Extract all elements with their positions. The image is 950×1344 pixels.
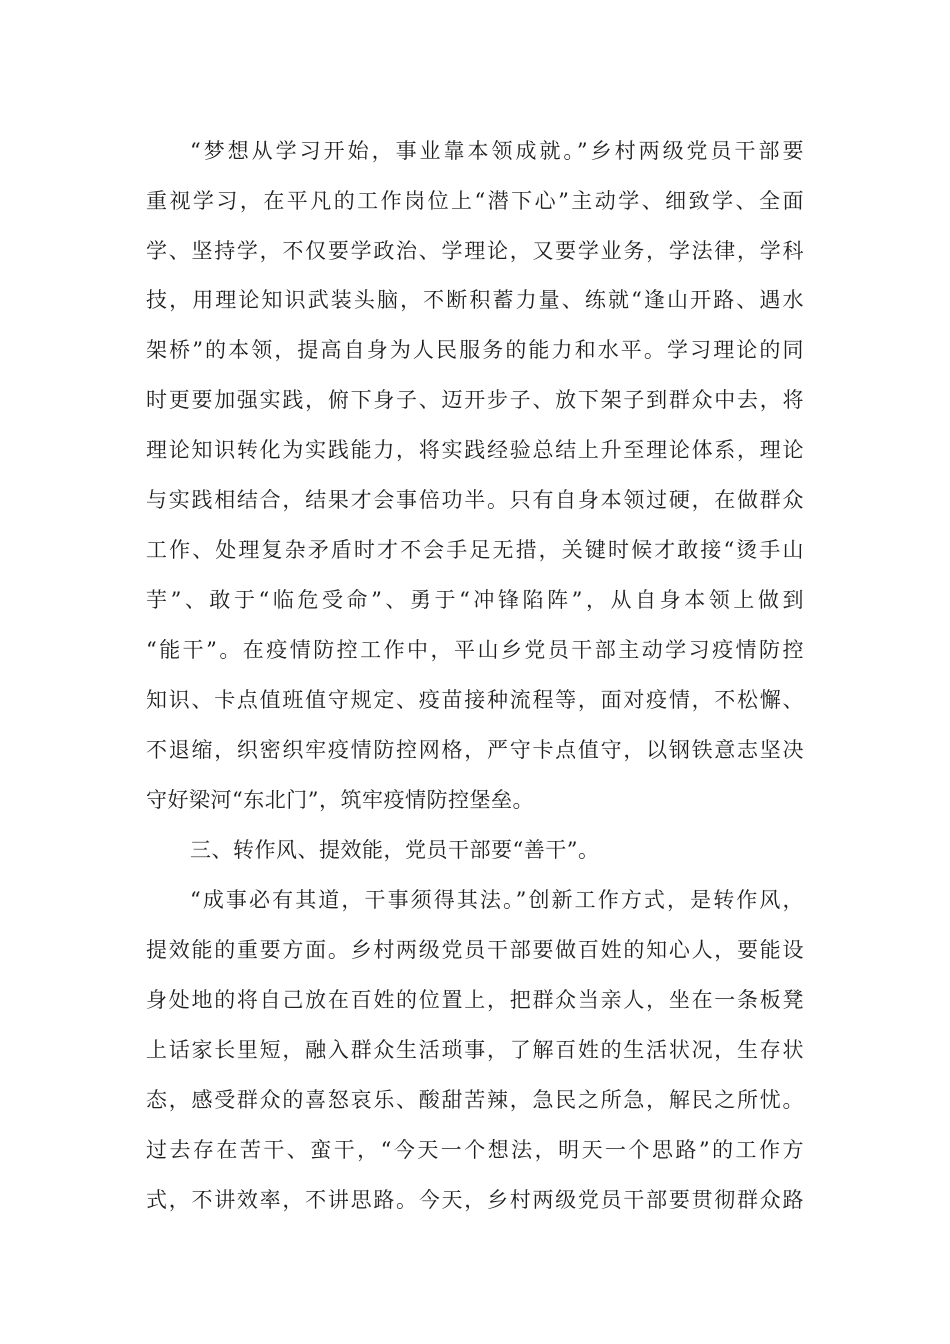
paragraph-line: “成事必有其道，干事须得其法。”创新工作方式，是转作风， xyxy=(190,888,804,912)
paragraph-line: 身处地的将自己放在百姓的位置上，把群众当亲人，坐在一条板凳 xyxy=(146,988,804,1012)
section-heading: 三、转作风、提效能，党员干部要“善干”。 xyxy=(190,838,600,862)
paragraph-line: 重视学习，在平凡的工作岗位上“潜下心”主动学、细致学、全面 xyxy=(146,189,804,213)
paragraph-line: 守好梁河“东北门”，筑牢疫情防控堡垒。 xyxy=(146,788,534,812)
paragraph-line: “能干”。在疫情防控工作中，平山乡党员干部主动学习疫情防控 xyxy=(146,638,804,662)
paragraph-line: 态，感受群众的喜怒哀乐、酸甜苦辣，急民之所急，解民之所忧。 xyxy=(146,1088,804,1112)
paragraph-line: 架桥”的本领，提高自身为人民服务的能力和水平。学习理论的同 xyxy=(146,338,804,362)
paragraph-line: 提效能的重要方面。乡村两级党员干部要做百姓的知心人，要能设 xyxy=(146,938,804,962)
paragraph-line: 工作、处理复杂矛盾时才不会手足无措，关键时候才敢接“烫手山 xyxy=(146,538,804,562)
paragraph-line: 式，不讲效率，不讲思路。今天，乡村两级党员干部要贯彻群众路 xyxy=(146,1188,804,1212)
paragraph-line: “梦想从学习开始，事业靠本领成就。”乡村两级党员干部要 xyxy=(190,139,804,163)
paragraph-line: 不退缩，织密织牢疫情防控网格，严守卡点值守，以钢铁意志坚决 xyxy=(146,738,804,762)
paragraph-line: 知识、卡点值班值守规定、疫苗接种流程等，面对疫情，不松懈、 xyxy=(146,688,804,712)
paragraph-line: 芋”、敢于“临危受命”、勇于“冲锋陷阵”，从自身本领上做到 xyxy=(146,588,804,612)
paragraph-line: 上话家长里短，融入群众生活琐事，了解百姓的生活状况，生存状 xyxy=(146,1038,804,1062)
paragraph-line: 与实践相结合，结果才会事倍功半。只有自身本领过硬，在做群众 xyxy=(146,488,804,512)
paragraph-line: 理论知识转化为实践能力，将实践经验总结上升至理论体系，理论 xyxy=(146,438,804,462)
paragraph-line: 技，用理论知识武装头脑，不断积蓄力量、练就“逢山开路、遇水 xyxy=(146,288,804,312)
paragraph-line: 学、坚持学，不仅要学政治、学理论，又要学业务，学法律，学科 xyxy=(146,239,804,263)
paragraph-line: 时更要加强实践，俯下身子、迈开步子、放下架子到群众中去，将 xyxy=(146,388,804,412)
paragraph-line: 过去存在苦干、蛮干，“今天一个想法，明天一个思路”的工作方 xyxy=(146,1138,804,1162)
